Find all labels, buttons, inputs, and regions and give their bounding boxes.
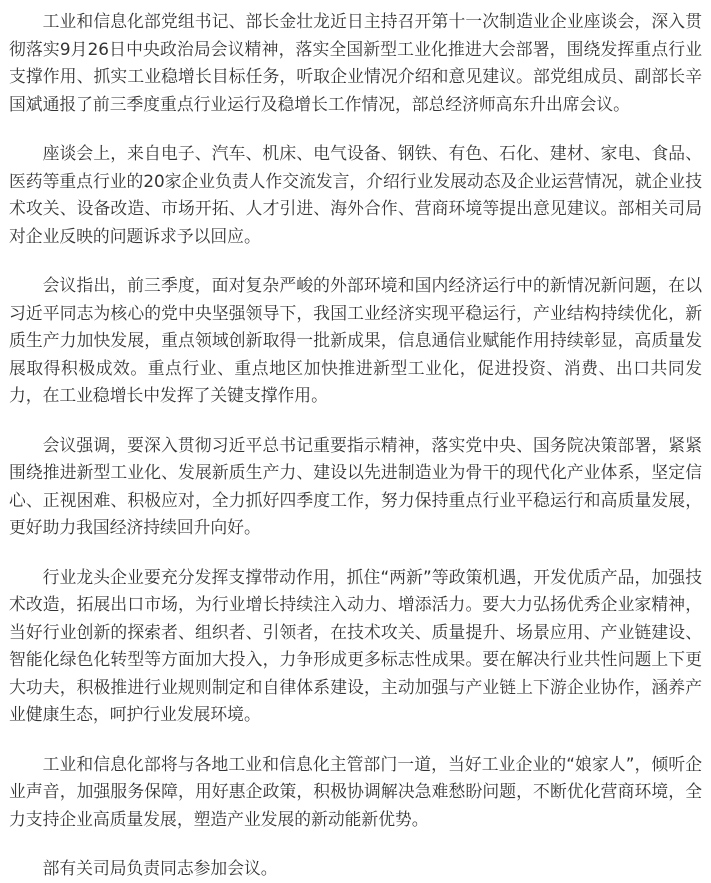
paragraph: 工业和信息化部党组书记、部长金壮龙近日主持召开第十一次制造业企业座谈会，深入贯彻落实9月26日中央政治局会议精神，落实全国新型工业化推进大会部署，围绕发挥重点行业支撑作用、抓实工业稳增长目标任务，听取企业情况介绍和意见建议。部党组成员、副部长辛国斌通报了前三季度重点行业运行及稳增长工作情况，部总经济师高东升出席会议。 <box>9 11 702 114</box>
paragraph: 座谈会上，来自电子、汽车、机床、电气设备、钢铁、有色、石化、建材、家电、食品、医药等重点行业的20家企业负责人作交流发言，介绍行业发展动态及企业运营情况，就企业技术攻关、设备改造、市场开拓、人才引进、海外合作、营商环境等提出意见建议。部相关司局对企业反映的问题诉求予以回应。 <box>9 143 702 246</box>
paragraph: 部有关司局负责同志参加会议。 <box>42 858 278 878</box>
paragraph: 工业和信息化部将与各地工业和信息化主管部门一道，当好工业企业的“娘家人”，倾听企业声音，加强服务保障，用好惠企政策，积极协调解决急难愁盼问题，不断优化营商环境，全力支持企业高质量发展，塑造产业发展的新动能新优势。 <box>9 753 702 829</box>
paragraph: 会议指出，前三季度，面对复杂严峻的外部环境和国内经济运行中的新情况新问题，在以习近平同志为核心的党中央坚强领导下，我国工业经济实现平稳运行，产业结构持续优化，新质生产力加快发展，重点领域创新取得一批新成果，信息通信业赋能作用持续彰显，高质量发展取得积极成效。重点行业、重点地区加快推进新型工业化，促进投资、消费、出口共同发力，在工业稳增长中发挥了关键支撑作用。 <box>9 275 702 405</box>
paragraph: 会议强调，要深入贯彻习近平总书记重要指示精神，落实党中央、国务院决策部署，紧紧围绕推进新型工业化、发展新质生产力、建设以先进制造业为骨干的现代化产业体系，坚定信心、正视困难、积极应对，全力抓好四季度工作，努力保持重点行业平稳运行和高质量发展，更好助力我国经济持续回升向好。 <box>9 434 702 537</box>
article-body <box>9 8 702 883</box>
paragraph: 行业龙头企业要充分发挥支撑带动作用，抓住“两新”等政策机遇，开发优质产品，加强技术改造，拓展出口市场，为行业增长持续注入动力、增添活力。要大力弘扬优秀企业家精神，当好行业创新的探索者、组织者、引领者，在技术攻关、质量提升、场景应用、产业链建设、智能化绿色化转型等方面加大投入，力争形成更多标志性成果。要在解决行业共性问题上下更大功夫，积极推进行业规则制定和自律体系建设，主动加强与产业链上下游企业协作，涵养产业健康生态，呵护行业发展环境。 <box>9 566 702 724</box>
